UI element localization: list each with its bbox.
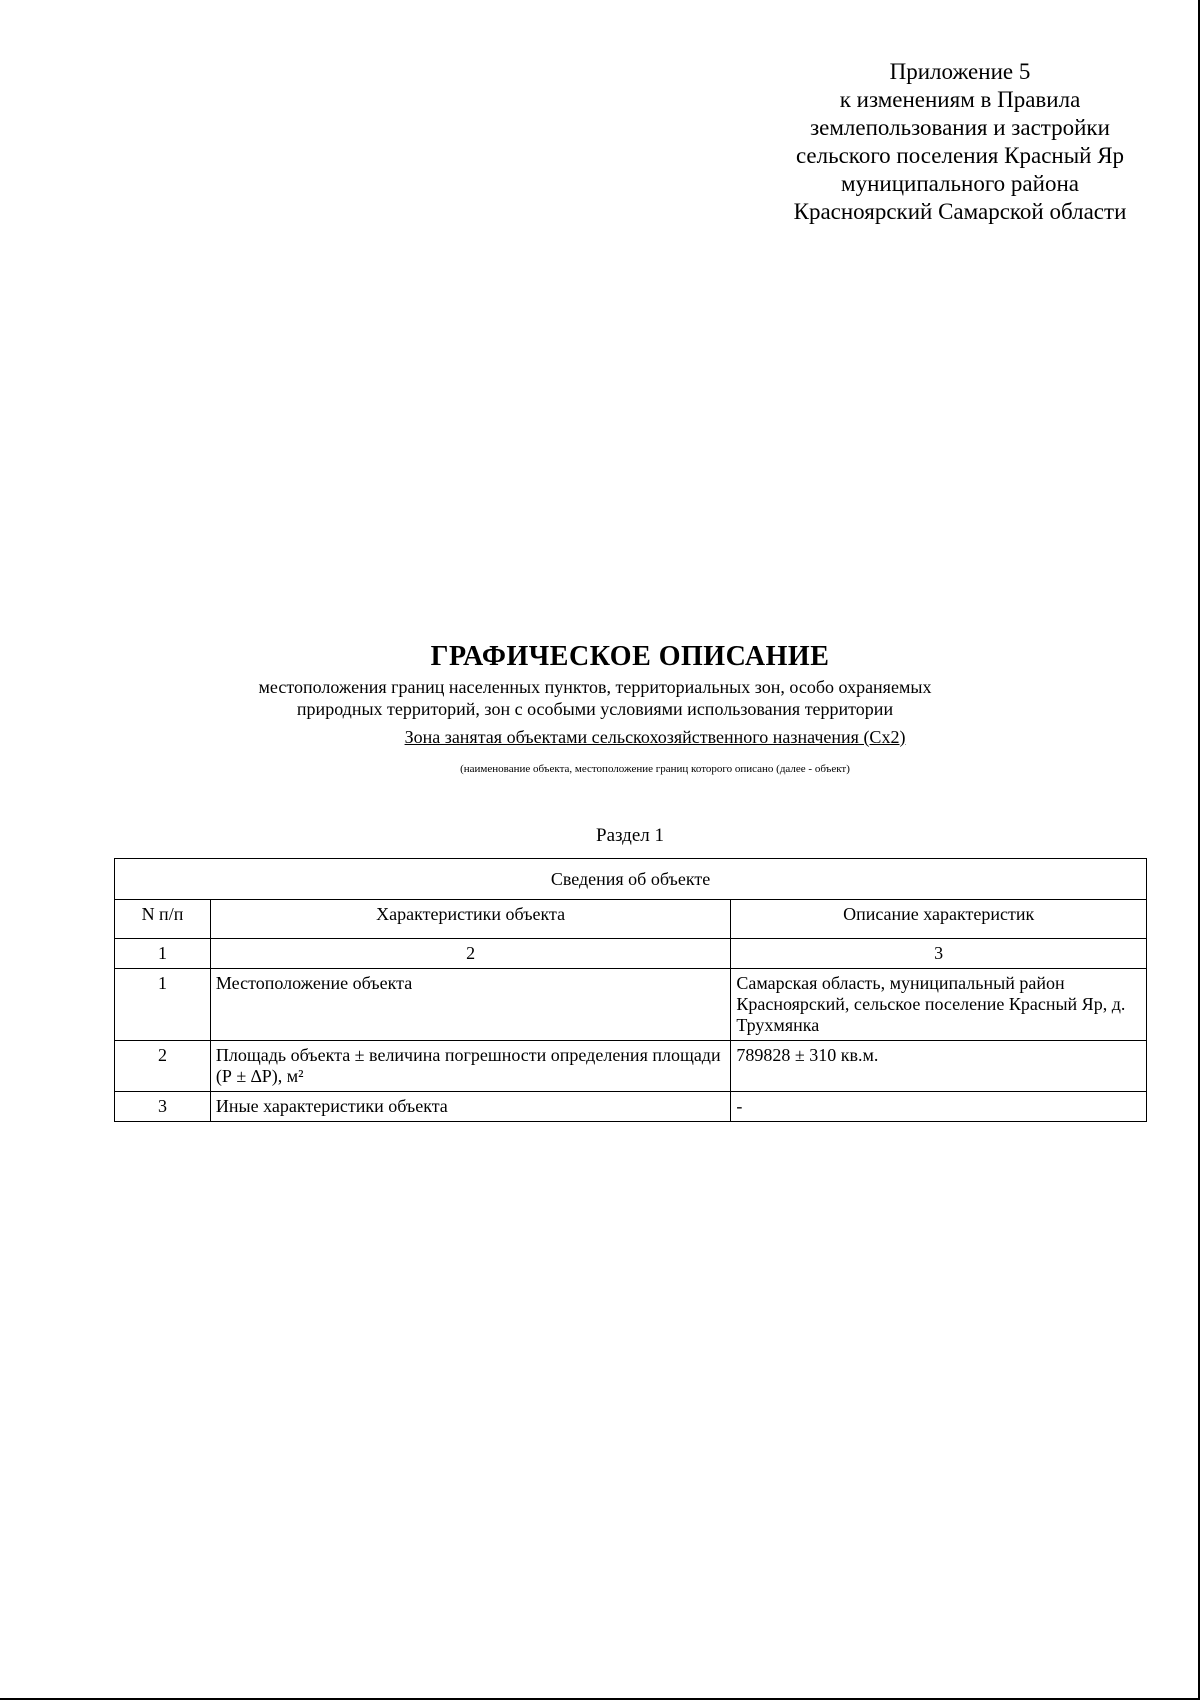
column-number-row xyxy=(115,939,1147,969)
column-header-characteristic: Характеристики объекта xyxy=(210,900,730,939)
column-header-description: Описание характеристик xyxy=(731,900,1147,939)
object-name xyxy=(120,726,1190,748)
appendix-line: землепользования и застройки xyxy=(810,115,1110,140)
subtitle-line: местоположения границ населенных пунктов, территориальных зон, особо охраняемых xyxy=(258,677,932,697)
column-header-num: N п/п xyxy=(115,900,211,939)
row-description: - xyxy=(731,1092,1147,1122)
row-characteristic: Иные характеристики объекта xyxy=(210,1092,730,1122)
appendix-line: Красноярский Самарской области xyxy=(793,199,1127,224)
section-label: Раздел 1 xyxy=(596,825,664,846)
row-characteristic: Местоположение объекта xyxy=(210,969,730,1041)
table-row xyxy=(115,969,1147,1041)
table-header: Сведения об объекте xyxy=(115,859,1147,900)
appendix-line: Приложение 5 xyxy=(889,59,1031,84)
object-caption: (наименование объекта, местоположение границ которого описано (далее - объект) xyxy=(460,763,850,775)
object-info-table xyxy=(114,858,1147,1122)
appendix-line: сельского поселения Красный Яр xyxy=(795,143,1125,168)
appendix-line: муниципального района xyxy=(841,171,1079,196)
row-num: 3 xyxy=(115,1092,211,1122)
row-description: Самарская область, муниципальный район Красноярский, сельское поселение Красный Яр, д. Трухмянка xyxy=(731,969,1147,1041)
document-title-block xyxy=(120,640,1140,674)
column-number: 1 xyxy=(115,939,211,969)
column-number: 3 xyxy=(731,939,1147,969)
row-characteristic: Площадь объекта ± величина погрешности определения площади (Р ± ∆Р), м² xyxy=(210,1041,730,1092)
column-header-row xyxy=(115,900,1147,939)
row-num: 2 xyxy=(115,1041,211,1092)
object-name-text: Зона занятая объектами сельскохозяйственного назначения (Сх2) xyxy=(404,727,906,747)
document-title: ГРАФИЧЕСКОЕ ОПИСАНИЕ xyxy=(430,641,830,672)
subtitle-line: природных территорий, зон с особыми условиями использования территории xyxy=(296,699,894,719)
row-description: 789828 ± 310 кв.м. xyxy=(731,1041,1147,1092)
row-num: 1 xyxy=(115,969,211,1041)
table-row xyxy=(115,1041,1147,1092)
column-number: 2 xyxy=(210,939,730,969)
table-header-row xyxy=(115,859,1147,900)
appendix-line: к изменениям в Правила xyxy=(839,87,1081,112)
document-subtitle xyxy=(120,676,1070,720)
appendix-header xyxy=(740,58,1180,226)
table-row xyxy=(115,1092,1147,1122)
